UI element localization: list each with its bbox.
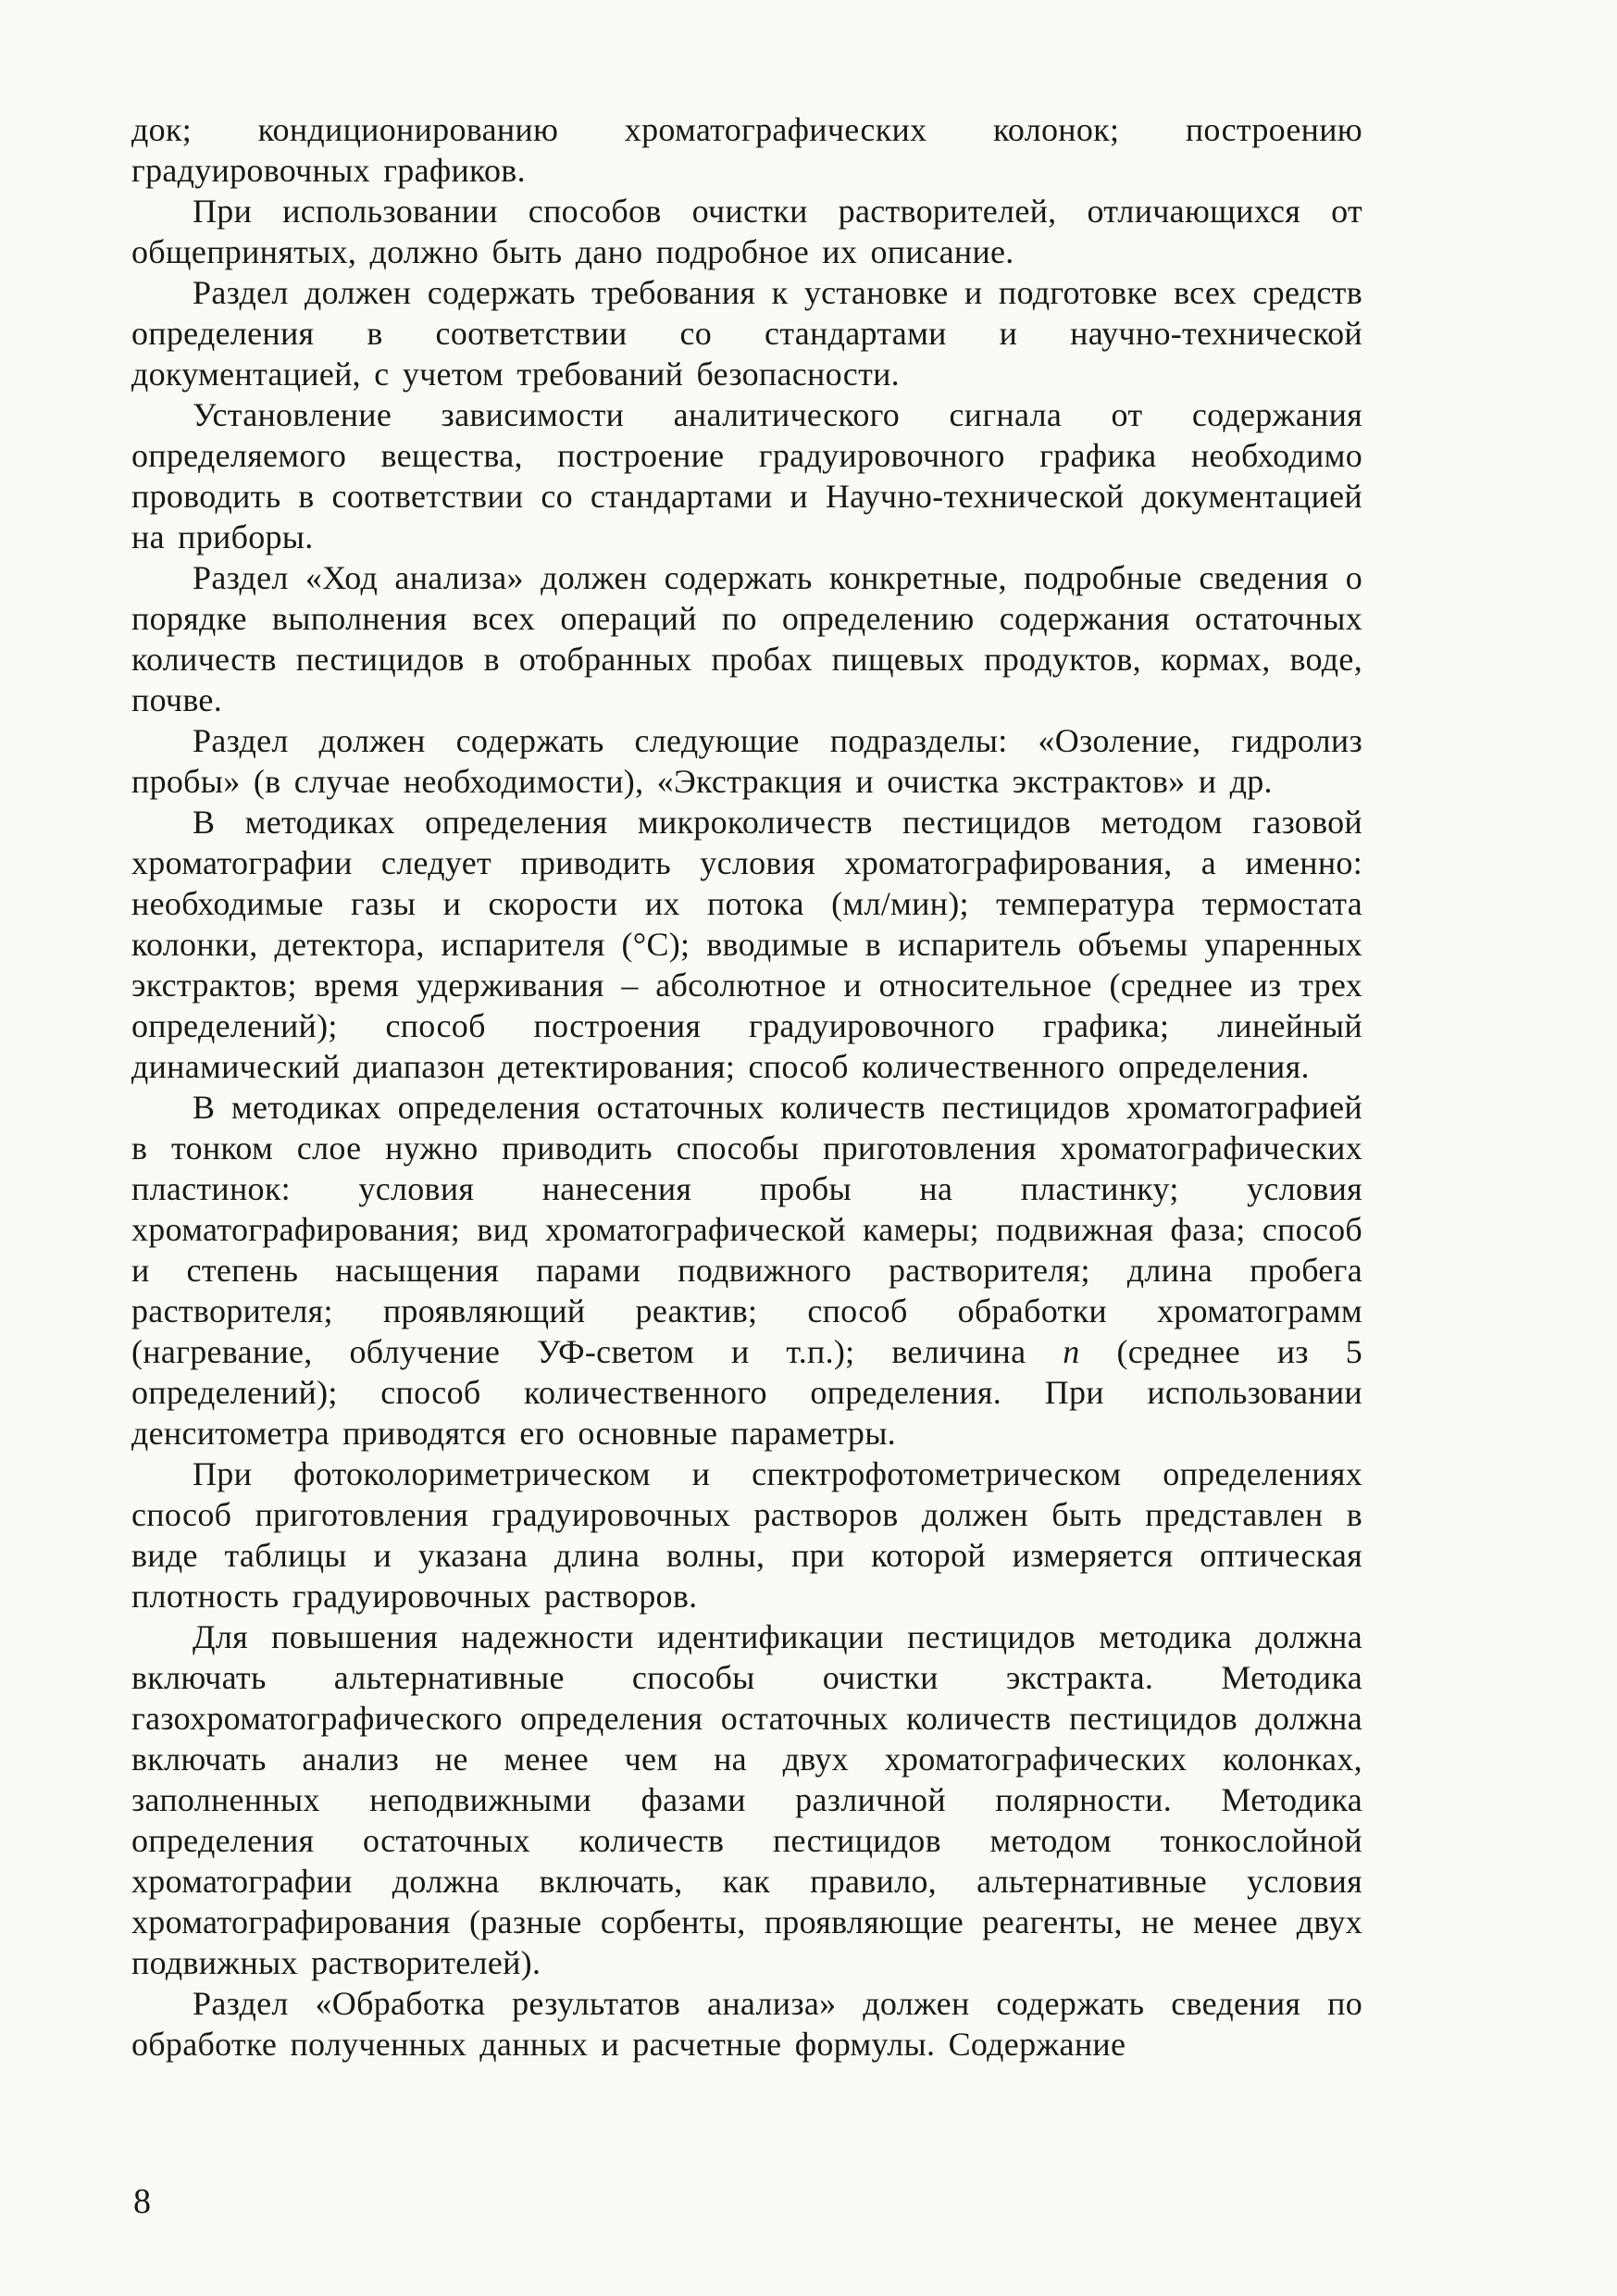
text-run: Раздел «Ход анализа» должен содержать конкретные, подробные сведения о порядке выполнения всех операций по определению содержания остаточных количеств пестицидов в отобранных пробах пищевых продуктов, кормах, воде, почве.	[131, 559, 1362, 718]
paragraph	[131, 394, 1362, 557]
text-run: В методиках определения микроколичеств пестицидов методом газовой хроматографии следует приводить условия хроматографирования, а именно: необходимые газы и скорости их потока (мл/мин); температура термостата колонки, детектора, испарителя (°С); вводимые в испаритель объемы упаренных экстрактов; время удерживания – абсолютное и относительное (среднее из трех определений); способ построения градуировочного графика; линейный динамический диапазон детектирования; способ количественного определения.	[131, 804, 1362, 1085]
paragraph	[131, 1983, 1362, 2065]
italic-text-run: n	[1063, 1333, 1080, 1370]
paragraph	[131, 802, 1362, 1087]
text-run: При фотоколориметрическом и спектрофотометрическом определениях способ приготовления градуировочных растворов должен быть представлен в виде таблицы и указана длина волны, при которой измеряется оптическая плотность градуировочных растворов.	[131, 1455, 1362, 1615]
text-run: док; кондиционированию хроматографических колонок; построению градуировочных графиков.	[131, 111, 1362, 189]
text-run: В методиках определения остаточных количеств пестицидов хроматографией в тонком слое нужно приводить способы приготовления хроматографических пластинок: условия нанесения пробы на пластинку; условия хроматографирования; вид хроматографической камеры; подвижная фаза; способ и степень насыщения парами подвижного растворителя; длина пробега растворителя; проявляющий реактив; способ обработки хроматограмм (нагревание, облучение УФ-светом и т.п.); величина	[131, 1089, 1362, 1370]
text-block	[131, 109, 1362, 2065]
paragraph	[131, 191, 1362, 272]
text-run: Раздел «Обработка результатов анализа» должен содержать сведения по обработке полученных данных и расчетные формулы. Содержание	[131, 1985, 1362, 2063]
text-run: При использовании способов очистки растворителей, отличающихся от общепринятых, должно быть дано подробное их описание.	[131, 193, 1362, 270]
paragraph	[131, 720, 1362, 802]
text-run: Установление зависимости аналитического сигнала от содержания определяемого вещества, построение градуировочного графика необходимо проводить в соответствии со стандартами и Научно-технической документацией на приборы.	[131, 396, 1362, 555]
text-run: (среднее из 5 определений); способ количественного определения. При использовании денситометра приводятся его основные параметры.	[131, 1333, 1362, 1452]
text-run: Раздел должен содержать требования к установке и подготовке всех средств определения в соответствии со стандартами и научно-технической документацией, с учетом требований безопасности.	[131, 274, 1362, 393]
paragraph	[131, 1454, 1362, 1616]
text-run: Раздел должен содержать следующие подразделы: «Озоление, гидролиз пробы» (в случае необходимости), «Экстракция и очистка экстрактов» и др.	[131, 722, 1362, 800]
paragraph	[131, 557, 1362, 720]
paragraph	[131, 1087, 1362, 1454]
page-number: 8	[133, 2182, 151, 2221]
paragraph	[131, 109, 1362, 191]
paragraph	[131, 1616, 1362, 1983]
text-run: Для повышения надежности идентификации пестицидов методика должна включать альтернативные способы очистки экстракта. Методика газохроматографического определения остаточных количеств пестицидов должна включать анализ не менее чем на двух хроматографических колонках, заполненных неподвижными фазами различной полярности. Методика определения остаточных количеств пестицидов методом тонкослойной хроматографии должна включать, как правило, альтернативные условия хроматографирования (разные сорбенты, проявляющие реагенты, не менее двух подвижных растворителей).	[131, 1618, 1362, 1981]
paragraph	[131, 272, 1362, 394]
